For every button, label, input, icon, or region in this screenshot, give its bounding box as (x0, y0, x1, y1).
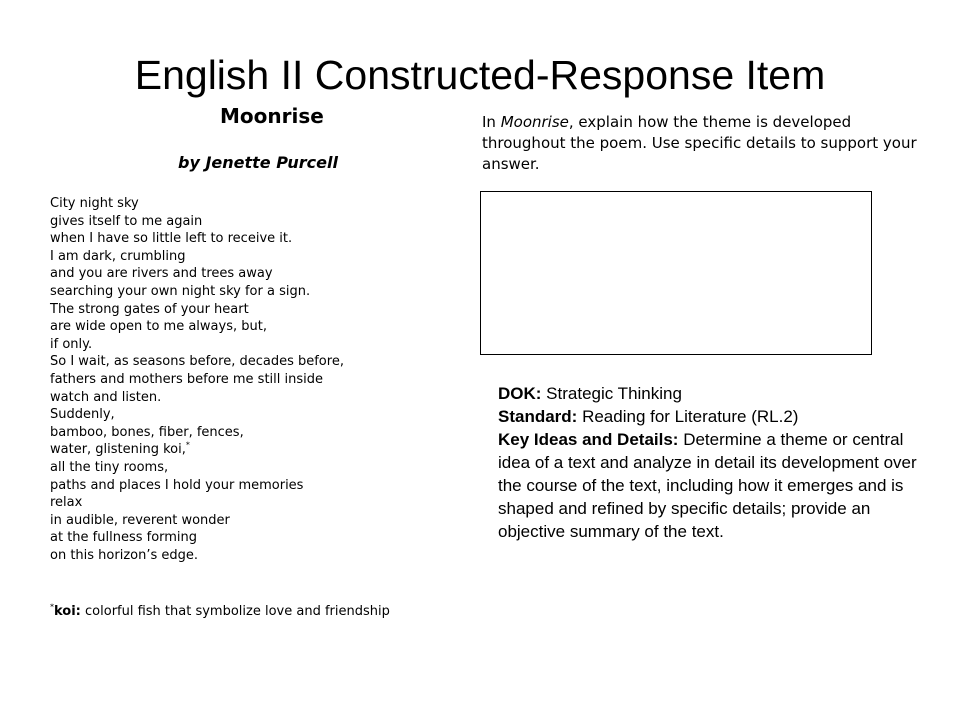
standard-value: Reading for Literature (RL.2) (577, 407, 799, 426)
key-ideas-line (498, 428, 918, 543)
poem-line: bamboo, bones, fiber, fences, (50, 424, 244, 440)
poem-line: Suddenly, (50, 407, 115, 423)
poem-line: all the tiny rooms, (50, 459, 169, 475)
dok-value: Strategic Thinking (541, 384, 682, 403)
question-prompt (482, 112, 922, 175)
poem-line: on this horizon’s edge. (50, 547, 199, 563)
key-ideas-label: Key Ideas and Details: (498, 430, 679, 449)
footnote (50, 603, 530, 621)
poem-line: relax (50, 495, 83, 511)
poem-line: The strong gates of your heart (50, 301, 249, 317)
poem-line: paths and places I hold your memories (50, 477, 304, 493)
poem-line-koi (50, 441, 470, 459)
slide-title: English II Constructed-Response Item (134, 52, 826, 98)
footnote-term: koi: (54, 604, 81, 619)
poem-line: are wide open to me always, but, (50, 319, 267, 335)
prompt-poem-title: Moonrise (500, 113, 569, 131)
poem-line: watch and listen. (50, 389, 162, 405)
prompt-text-rest: , explain how the theme is developed throughout the poem. Use specific details to support your answer. (482, 113, 917, 173)
answer-box[interactable] (480, 191, 872, 355)
standard-line (498, 405, 918, 428)
poem-author: by Jenette Purcell (178, 153, 338, 172)
poem-body (50, 195, 470, 564)
poem-line: and you are rivers and trees away (50, 266, 273, 282)
footnote-definition: colorful fish that symbolize love and friendship (80, 604, 390, 619)
poem-line: I am dark, crumbling (50, 248, 186, 264)
footnote-marker: * (50, 602, 54, 612)
poem-title: Moonrise (220, 104, 324, 128)
poem-line: gives itself to me again (50, 213, 203, 229)
standard-label: Standard: (498, 407, 578, 426)
poem-line: City night sky (50, 196, 139, 211)
dok-label: DOK: (498, 384, 542, 403)
poem-line: at the fullness forming (50, 530, 198, 546)
item-info (498, 382, 918, 543)
poem-line: if only. (50, 336, 93, 352)
poem-line-koi-text: water, glistening koi, (50, 442, 186, 458)
poem-line: fathers and mothers before me still inside (50, 371, 324, 387)
poem-line: when I have so little left to receive it. (50, 231, 293, 247)
footnote-reference-marker: * (185, 440, 190, 450)
dok-line (498, 382, 918, 405)
poem-line: So I wait, as seasons before, decades before, (50, 354, 344, 370)
prompt-text-start: In (482, 113, 501, 131)
poem-line: in audible, reverent wonder (50, 512, 230, 528)
poem-line: searching your own night sky for a sign. (50, 283, 311, 299)
key-ideas-value: Determine a theme or central idea of a text and analyze in detail its development over the course of the text, including how it emerges and is shaped and refined by specific details; provide an objective summary of the text. (498, 430, 917, 541)
